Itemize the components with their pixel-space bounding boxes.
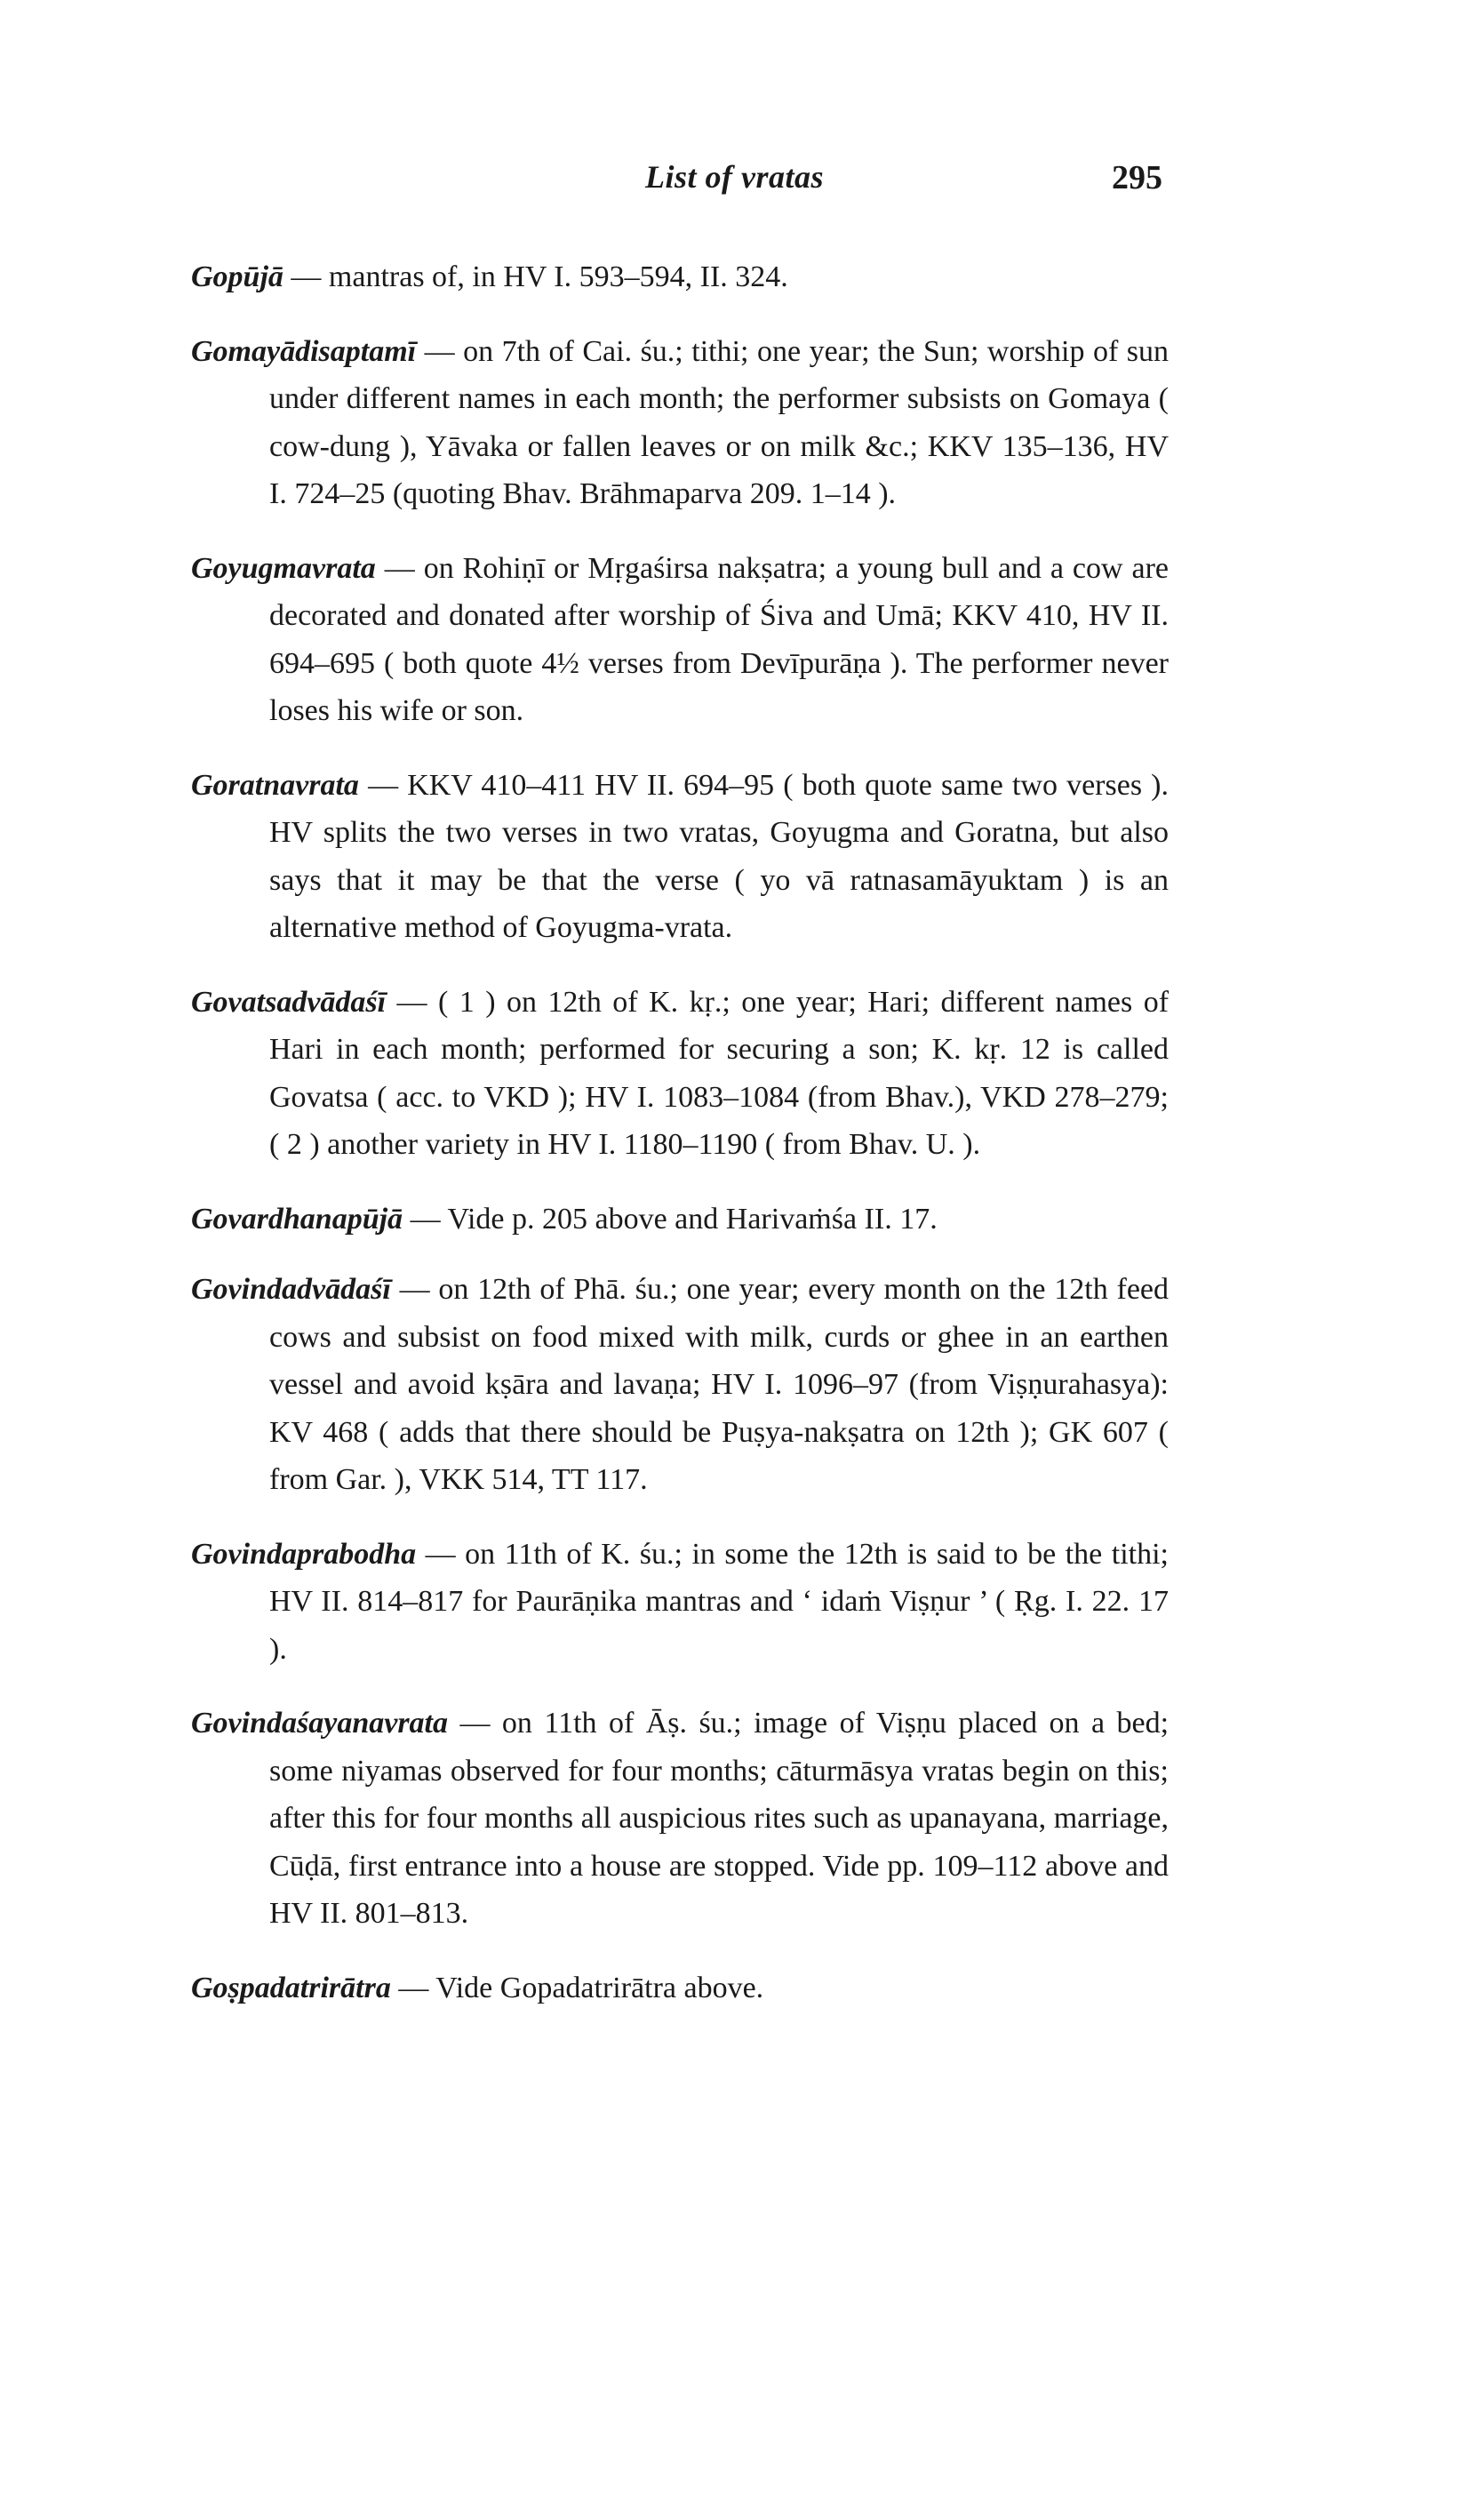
list-item (191, 762, 1169, 952)
list-item (191, 253, 1169, 301)
list-item (191, 1700, 1169, 1938)
entry-text: on 12th of Phā. śu.; one year; every month on the 12th feed cows and subsist on food mixed with milk, curds or ghee in an earthen vessel and avoid kṣāra and lavaṇa; HV I. 1096–97 (from Viṣṇurahasya): KV 468 ( adds that there should be Puṣya-nakṣatra on 12th ); GK 607 ( from Gar. ), VKK 514, TT 117. (269, 1273, 1170, 1496)
running-head (0, 158, 1469, 212)
entry-dash: — (459, 1707, 502, 1740)
entry-dash: — (424, 334, 464, 368)
list-item (191, 545, 1169, 735)
entry-dash: — (396, 985, 438, 1019)
list-item (191, 1196, 1169, 1244)
entry-headword: Govindadvādaśī (191, 1273, 391, 1306)
entry-text: Vide p. 205 above and Harivaṁśa II. 17. (447, 1202, 938, 1236)
entry-headword: Goyugmavrata (191, 551, 376, 585)
entry-dash: — (410, 1202, 448, 1236)
entry-dash: — (368, 768, 408, 802)
entry-headword: Gopūjā (191, 260, 283, 293)
page-number: 295 (1112, 159, 1162, 196)
entry-list (191, 253, 1169, 2038)
entry-headword: Govindaśayanavrata (191, 1707, 448, 1740)
entry-text: mantras of, in HV I. 593–594, II. 324. (328, 260, 788, 293)
entry-text: KKV 410–411 HV II. 694–95 ( both quote same two verses ). HV splits the two verses in two vratas, Goyugma and Goratna, but also says that it may be that the verse ( yo vā ratnasamāyuktam ) is an alternative method of Goyugma-vrata. (269, 768, 1170, 944)
entry-headword: Gomayādisaptamī (191, 334, 417, 368)
entry-text: on 7th of Cai. śu.; tithi; one year; the Sun; worship of sun under different names in each month; the performer subsists on Gomaya ( cow-dung ), Yāvaka or fallen leaves or on milk &c.; KKV 135–136, HV I. 724–25 (quoting Bhav. Brāhmaparva 209. 1–14 ). (269, 334, 1170, 510)
entry-headword: Govatsadvādaśī (191, 985, 387, 1019)
running-title: List of vratas (645, 159, 824, 195)
list-item (191, 328, 1169, 518)
entry-dash: — (384, 551, 424, 585)
entry-headword: Goṣpadatrirātra (191, 1971, 391, 2004)
entry-dash: — (425, 1537, 466, 1571)
entry-headword: Govindaprabodha (191, 1537, 417, 1571)
entry-dash: — (291, 260, 329, 293)
list-item (191, 979, 1169, 1169)
list-item (191, 1964, 1169, 2012)
entry-headword: Goratnavrata (191, 768, 359, 802)
entry-text: Vide Gopadatrirātra above. (435, 1971, 764, 2004)
entry-text: on 11th of Āṣ. śu.; image of Viṣṇu placed on a bed; some niyamas observed for four months; cāturmāsya vratas begin on this; after this for four months all auspicious rites such as upanayana, marriage, Cūḍā, first entrance into a house are stopped. Vide pp. 109–112 above and HV II. 801–813. (269, 1707, 1170, 1930)
entry-text: on 11th of K. śu.; in some the 12th is said to be the tithi; HV II. 814–817 for Paurāṇika mantras and ‘ idaṁ Viṣṇur ’ ( Ṛg. I. 22. 17 ). (269, 1537, 1169, 1666)
entry-text: ( 1 ) on 12th of K. kṛ.; one year; Hari; different names of Hari in each month; performed for securing a son; K. kṛ. 12 is called Govatsa ( acc. to VKD ); HV I. 1083–1084 (from Bhav.), VKD 278–279; ( 2 ) another variety in HV I. 1180–1190 ( from Bhav. U. ). (269, 985, 1170, 1161)
entry-dash: — (399, 1273, 439, 1306)
list-item (191, 1531, 1169, 1674)
list-item (191, 1266, 1169, 1504)
entry-text: on Rohiṇī or Mṛgaśirsa nakṣatra; a young bull and a cow are decorated and donated after worship of Śiva and Umā; KKV 410, HV II. 694–695 ( both quote 4½ verses from Devīpurāṇa ). The performer never loses his wife or son. (269, 551, 1169, 727)
entry-headword: Govardhanapūjā (191, 1202, 403, 1236)
entry-dash: — (398, 1971, 436, 2004)
